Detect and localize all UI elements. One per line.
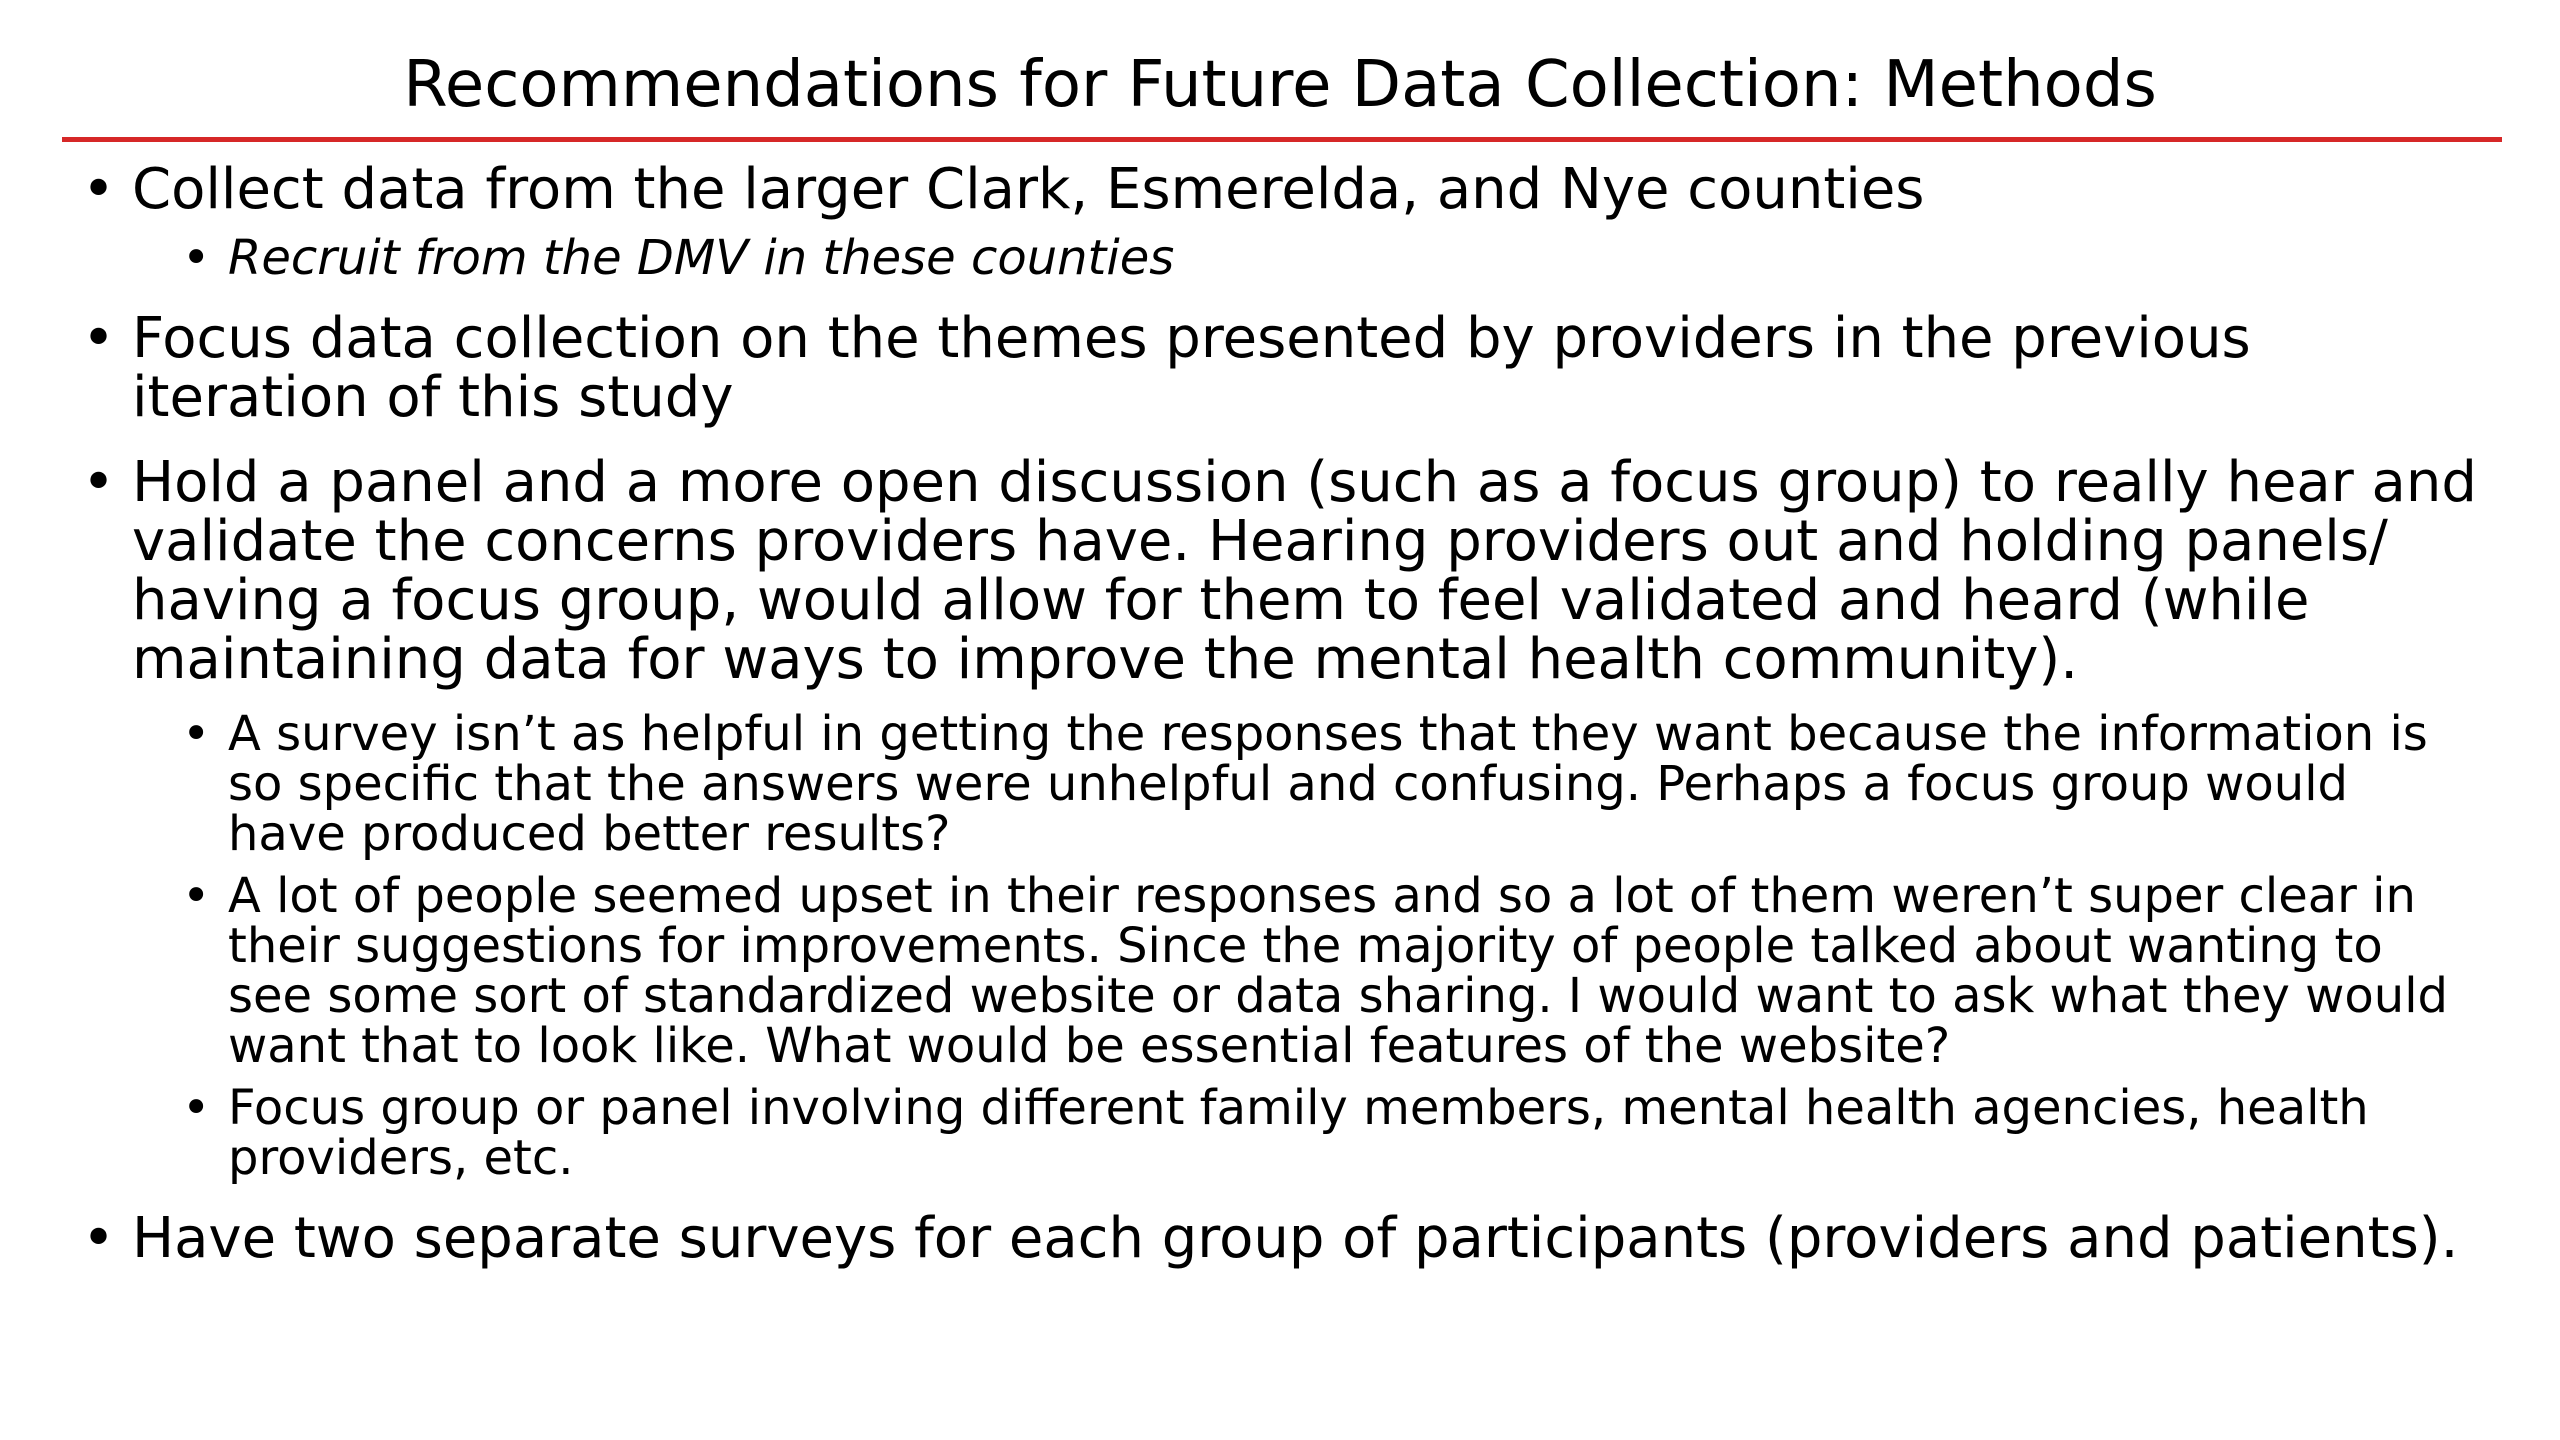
bullet-icon: • <box>182 230 211 286</box>
bullet-icon: • <box>82 1206 116 1271</box>
bullet-icon: • <box>182 868 211 924</box>
sub-bullet-text: A survey isn’t as helpful in getting the responses that they want because the information is so specific that the answers were unhelpful and confusing. Perhaps a focus group would have produced better results? <box>228 706 2428 862</box>
bullet-item <box>0 306 2560 430</box>
bullet-item <box>0 157 2560 222</box>
sub-bullet-item <box>0 706 2560 862</box>
bullet-item <box>0 1206 2560 1271</box>
sub-bullet-item <box>0 230 2560 286</box>
title-underline <box>62 137 2502 142</box>
bullet-icon: • <box>82 306 116 371</box>
bullet-text: Focus data collection on the themes presented by providers in the previous iteration of this study <box>132 306 2251 430</box>
bullet-text: Collect data from the larger Clark, Esmerelda, and Nye counties <box>132 157 1925 222</box>
sub-bullet-text: A lot of people seemed upset in their responses and so a lot of them weren’t super clear in their suggestions for improvements. Since the majority of people talked about wanting to see some sort of standardized website or data sharing. I would want to ask what they would want that to look like. What would be essential features of the website? <box>228 868 2448 1074</box>
bullet-text: Have two separate surveys for each group of participants (providers and patients). <box>132 1206 2459 1271</box>
sub-bullet-item <box>0 1080 2560 1186</box>
bullet-text: Hold a panel and a more open discussion (such as a focus group) to really hear and validate the concerns providers have. Hearing providers out and holding panels/ having a focus group, would allow for them to feel validated and heard (while maintaining data for ways to improve the mental health community). <box>132 450 2477 692</box>
sub-bullet-text: Recruit from the DMV in these counties <box>228 230 1175 286</box>
slide-content <box>0 157 2560 1288</box>
bullet-item <box>0 450 2560 692</box>
bullet-icon: • <box>82 157 116 222</box>
bullet-icon: • <box>82 450 116 515</box>
bullet-icon: • <box>182 706 211 762</box>
bullet-icon: • <box>182 1080 211 1136</box>
sub-bullet-text: Focus group or panel involving different family members, mental health agencies, health providers, etc. <box>228 1080 2369 1186</box>
sub-bullet-item <box>0 868 2560 1074</box>
slide-title: Recommendations for Future Data Collection: Methods <box>403 48 2157 122</box>
